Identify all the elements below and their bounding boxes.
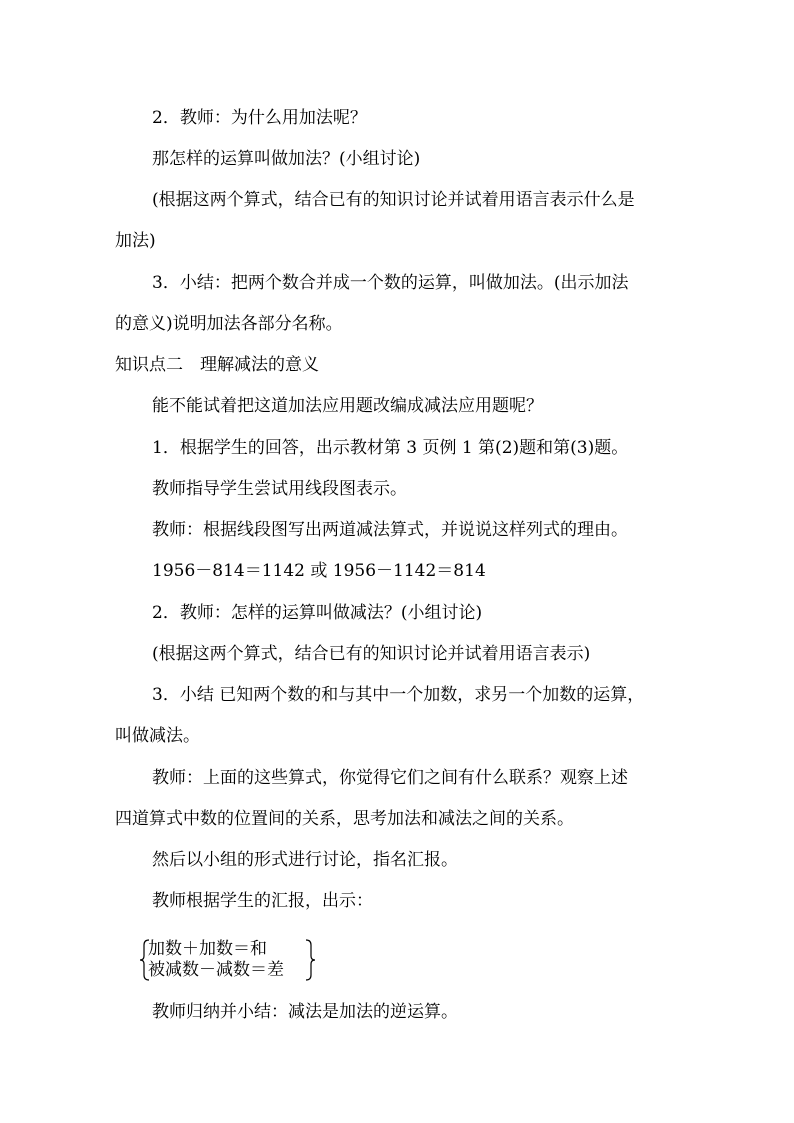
relation-brace-group <box>140 939 315 981</box>
paragraph-line: 叫做减法。 <box>115 726 200 746</box>
paragraph-line: 能不能试着把这道加法应用题改编成减法应用题呢？ <box>152 396 543 416</box>
paragraph-line: 四道算式中数的位置间的关系，思考加法和减法之间的关系。 <box>115 809 574 829</box>
paragraph-line: 3．小结：把两个数合并成一个数的运算，叫做加法。(出示加法 <box>152 273 629 293</box>
paragraph-line: 的意义)说明加法各部分名称。 <box>115 314 343 334</box>
paragraph-line: 教师指导学生尝试用线段图表示。 <box>152 479 407 499</box>
subtraction-relation: 被减数－减数＝差 <box>148 960 284 980</box>
paragraph-line: 教师根据学生的汇报，出示： <box>152 891 373 911</box>
paragraph-line: 加法) <box>115 231 156 251</box>
paragraph-line: (根据这两个算式，结合已有的知识讨论并试着用语言表示) <box>152 644 591 664</box>
paragraph-line: 1．根据学生的回答，出示教材第 3 页例 1 第(2)题和第(3)题。 <box>152 438 629 458</box>
paragraph-line: 教师：上面的这些算式，你觉得它们之间有什么联系？观察上述 <box>152 768 628 788</box>
equation-line: 1956－814＝1142 或 1956－1142＝814 <box>152 561 486 581</box>
paragraph-line: 2．教师：怎样的运算叫做减法？(小组讨论) <box>152 603 483 623</box>
paragraph-line: 3．小结 已知两个数的和与其中一个加数，求另一个加数的运算， <box>152 685 645 705</box>
paragraph-line: 那怎样的运算叫做加法？(小组讨论) <box>152 149 421 169</box>
paragraph-line: 教师归纳并小结：减法是加法的逆运算。 <box>152 1002 458 1022</box>
paragraph-line: (根据这两个算式，结合已有的知识讨论并试着用语言表示什么是 <box>152 190 635 210</box>
section-heading: 知识点二 理解减法的意义 <box>115 355 319 375</box>
paragraph-line: 教师：根据线段图写出两道减法算式，并说说这样列式的理由。 <box>152 520 628 540</box>
addition-relation: 加数＋加数＝和 <box>148 939 267 959</box>
paragraph-line: 然后以小组的形式进行讨论，指名汇报。 <box>152 850 458 870</box>
paragraph-line: 2．教师：为什么用加法呢？ <box>152 108 367 128</box>
